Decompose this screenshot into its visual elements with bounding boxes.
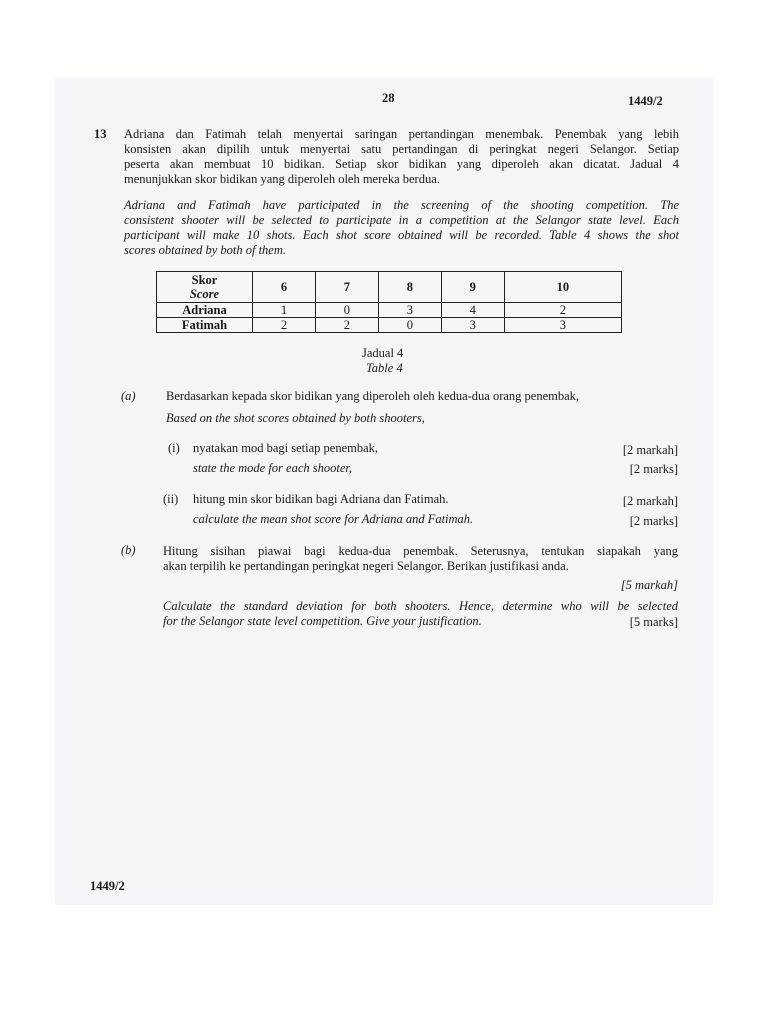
part-b-english-line-1: Calculate the standard deviation for both shooters. Hence, determine who will be selected bbox=[163, 599, 678, 613]
part-a-ii-marks-malay: [2 markah] bbox=[622, 494, 678, 508]
part-b-marks-malay: [5 markah] bbox=[620, 578, 678, 592]
table-cell: 2 bbox=[504, 303, 621, 318]
paper-code-header: 1449/2 bbox=[628, 94, 663, 108]
table-cell: 3 bbox=[504, 318, 621, 333]
score-header-7: 7 bbox=[315, 272, 378, 303]
table-cell: 0 bbox=[315, 303, 378, 318]
part-a-ii-label: (ii) bbox=[163, 492, 179, 506]
part-a-ii-malay: hitung min skor bidikan bagi Adriana dan Fatimah. bbox=[193, 492, 449, 506]
table-caption-malay: Jadual 4 bbox=[362, 346, 404, 360]
score-header-10: 10 bbox=[504, 272, 621, 303]
table-row-fatimah bbox=[157, 318, 622, 333]
table-cell: 2 bbox=[253, 318, 316, 333]
table-row-adriana bbox=[157, 303, 622, 318]
table-cell: 2 bbox=[315, 318, 378, 333]
part-a-label: (a) bbox=[121, 389, 136, 403]
row-name-adriana: Adriana bbox=[157, 303, 253, 318]
score-header-8: 8 bbox=[378, 272, 441, 303]
table-cell: 4 bbox=[441, 303, 504, 318]
question-malay-line-4: menunjukkan skor bidikan yang diperoleh oleh mereka berdua. bbox=[124, 172, 440, 186]
part-a-i-label: (i) bbox=[168, 441, 180, 455]
part-a-ii-marks-english: [2 marks] bbox=[629, 514, 678, 528]
part-a-ii-english: calculate the mean shot score for Adriana and Fatimah. bbox=[193, 512, 474, 526]
part-b-english-line-2: for the Selangor state level competition. Give your justification. bbox=[163, 614, 482, 628]
table-header-row bbox=[157, 272, 622, 303]
score-table bbox=[156, 271, 622, 333]
part-b-label: (b) bbox=[121, 543, 136, 557]
header-label-malay: Skor bbox=[191, 273, 218, 287]
question-english-line-4: scores obtained by both of them. bbox=[124, 243, 287, 257]
table-cell: 0 bbox=[378, 318, 441, 333]
table-cell: 3 bbox=[441, 318, 504, 333]
score-header-9: 9 bbox=[441, 272, 504, 303]
question-english-line-2: consistent shooter will be selected to participate in a competition at the Selangor state level. Each bbox=[124, 213, 679, 227]
part-a-i-malay: nyatakan mod bagi setiap penembak, bbox=[193, 441, 379, 455]
question-malay-line-2: konsisten akan dipilih untuk menyertai satu pertandingan di peringkat negeri Selangor. Setiap bbox=[124, 142, 679, 156]
part-a-i-marks-malay: [2 markah] bbox=[622, 443, 678, 457]
score-header-6: 6 bbox=[253, 272, 316, 303]
part-a-malay: Berdasarkan kepada skor bidikan yang diperoleh oleh kedua-dua orang penembak, bbox=[166, 389, 580, 403]
part-b-marks-english: [5 marks] bbox=[629, 615, 678, 629]
page-number: 28 bbox=[382, 91, 395, 105]
part-b-malay-line-1: Hitung sisihan piawai bagi kedua-dua penembak. Seterusnya, tentukan siapakah yang bbox=[163, 544, 678, 558]
part-b-malay-line-2: akan terpilih ke pertandingan peringkat negeri Selangor. Berikan justifikasi anda. bbox=[163, 559, 569, 573]
table-cell: 1 bbox=[253, 303, 316, 318]
question-malay-line-1: Adriana dan Fatimah telah menyertai saringan pertandingan menembak. Penembak yang lebih bbox=[124, 127, 679, 141]
question-malay-line-3: peserta akan membuat 10 bidikan. Setiap skor bidikan yang diperoleh akan dicatat. Jadual 4 bbox=[124, 157, 679, 171]
question-english-line-3: participant will make 10 shots. Each shot score obtained will be recorded. Table 4 shows the shot bbox=[124, 228, 679, 242]
row-name-fatimah: Fatimah bbox=[157, 318, 253, 333]
header-label-english: Score bbox=[189, 287, 220, 301]
header-label-cell bbox=[157, 272, 253, 303]
part-a-english: Based on the shot scores obtained by both shooters, bbox=[166, 411, 425, 425]
table-cell: 3 bbox=[378, 303, 441, 318]
question-english-line-1: Adriana and Fatimah have participated in the screening of the shooting competition. The bbox=[124, 198, 679, 212]
part-a-i-marks-english: [2 marks] bbox=[629, 462, 678, 476]
part-a-i-english: state the mode for each shooter, bbox=[193, 461, 353, 475]
paper-code-footer: 1449/2 bbox=[90, 879, 125, 893]
table-caption-english: Table 4 bbox=[366, 361, 403, 375]
question-number: 13 bbox=[94, 127, 107, 141]
